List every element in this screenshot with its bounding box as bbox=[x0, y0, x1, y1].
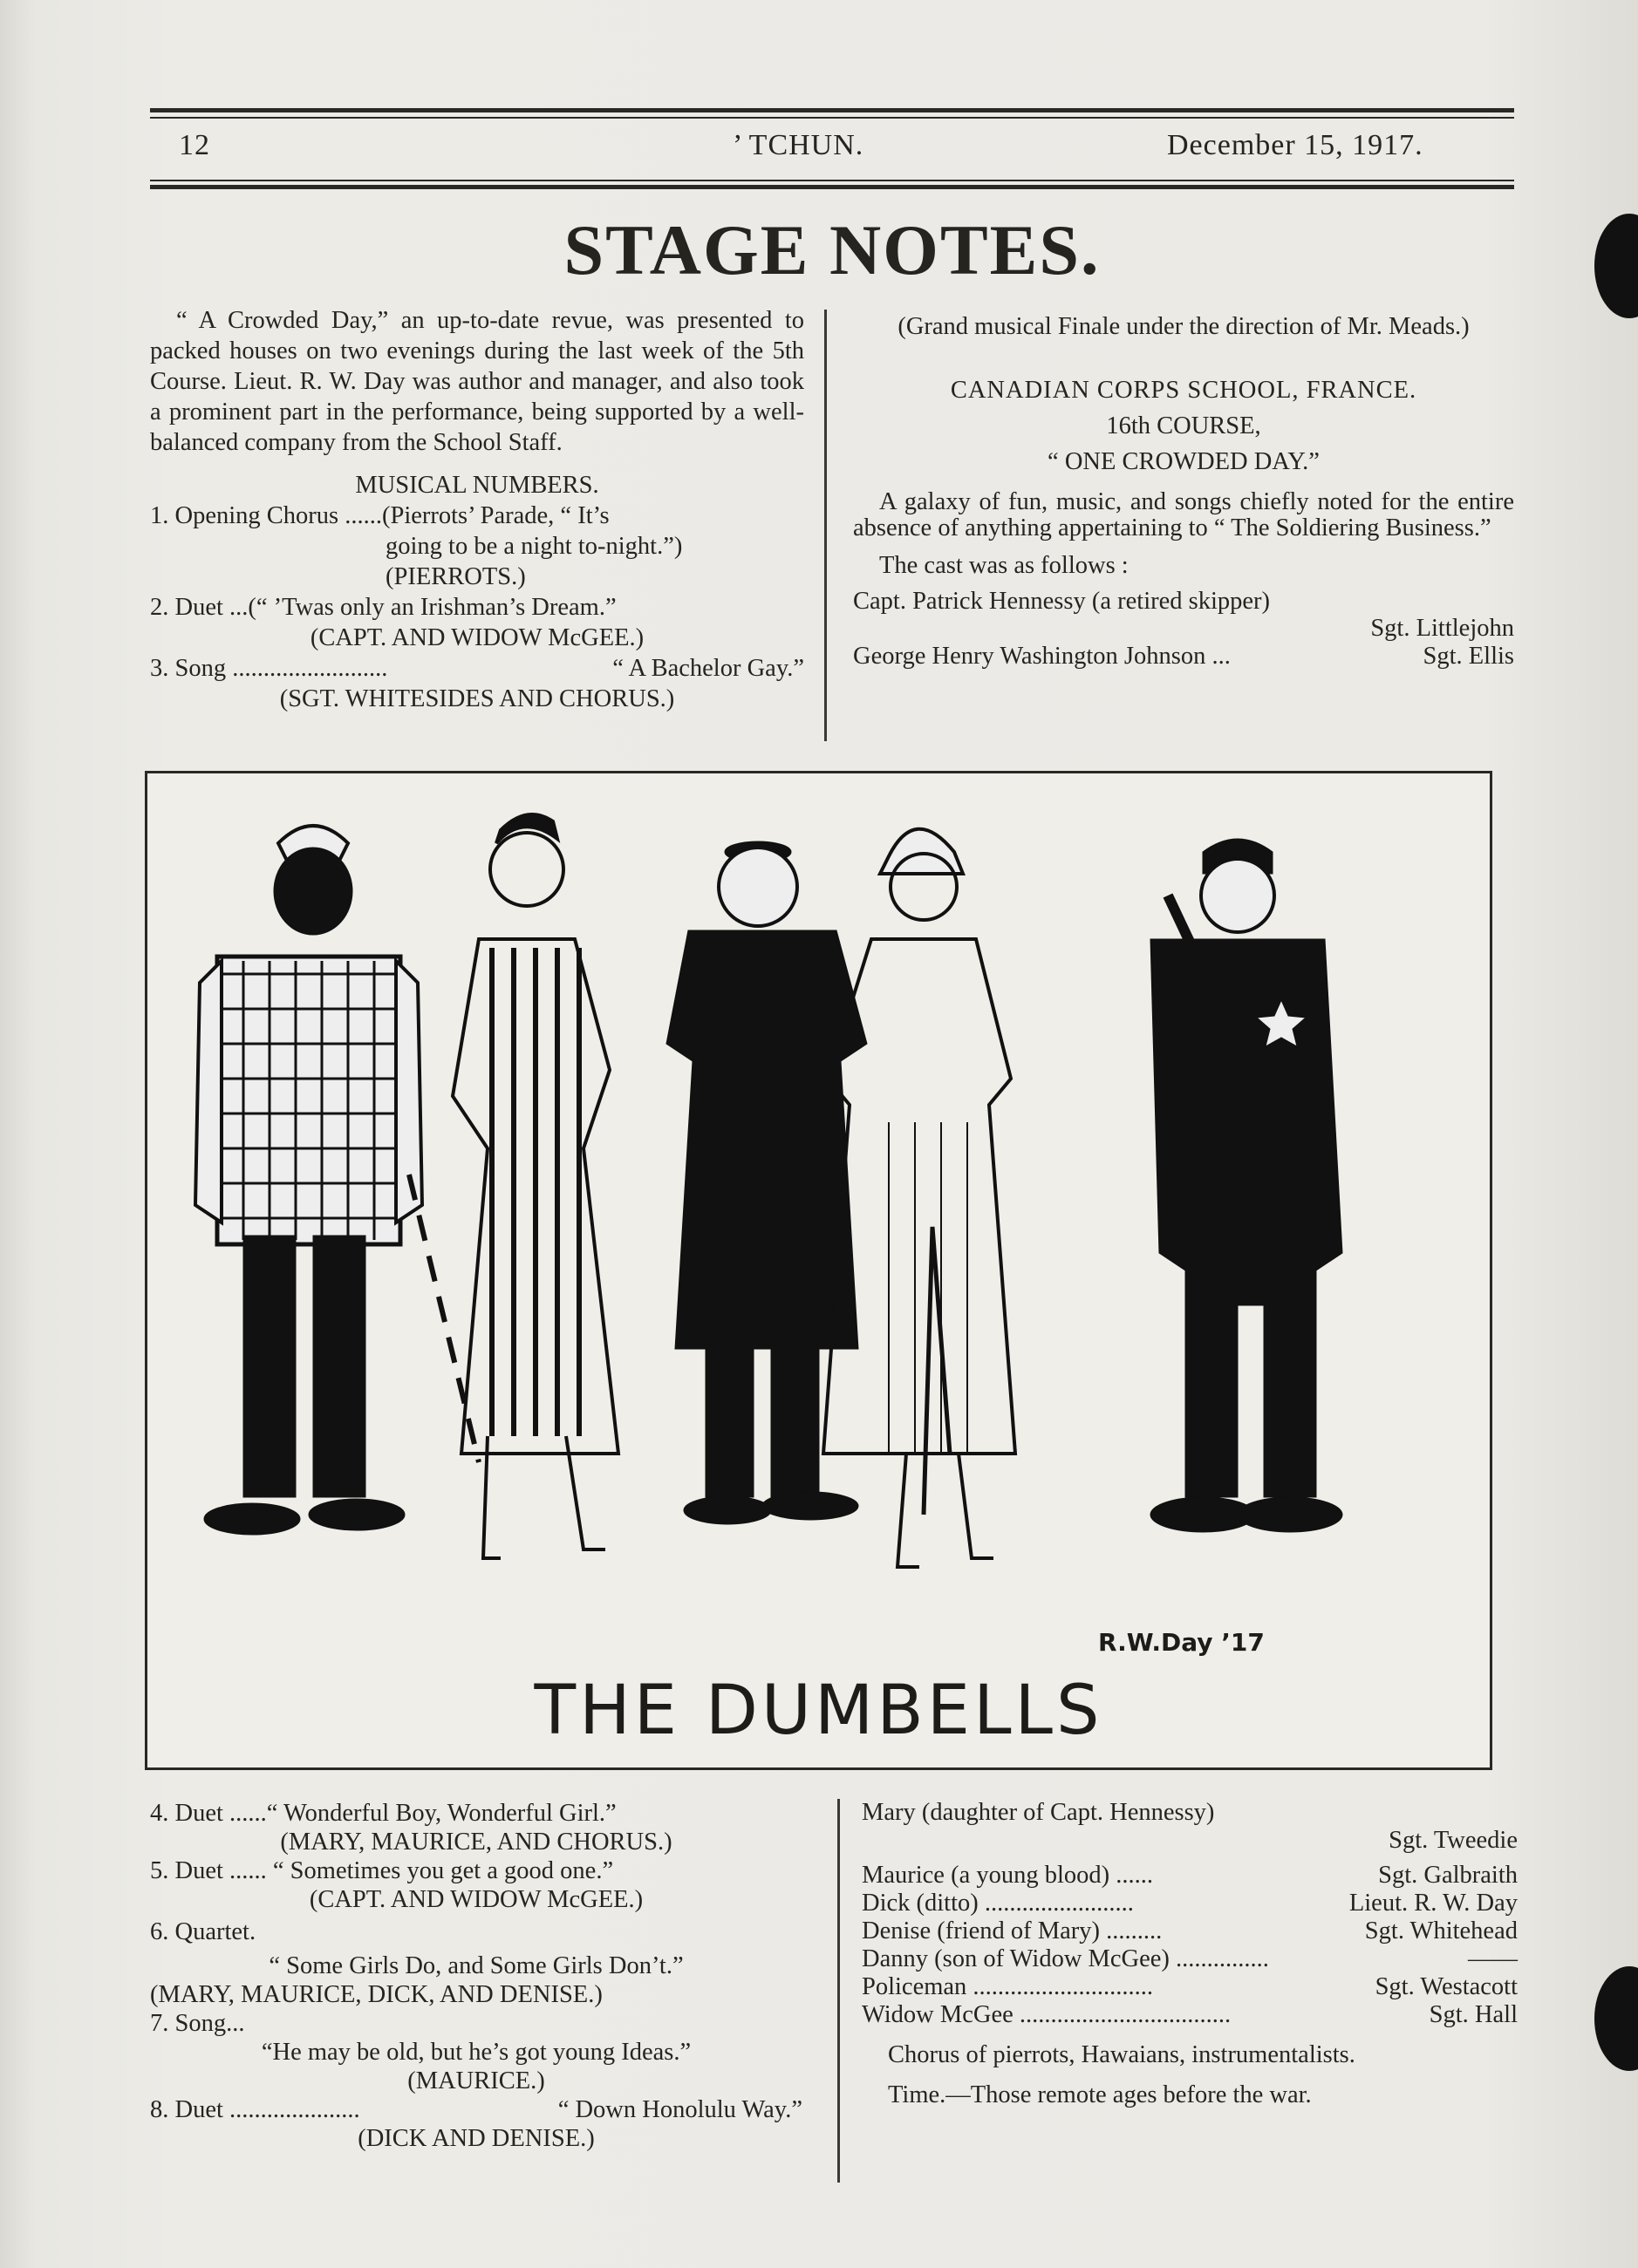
publication-name: ’ TCHUN. bbox=[733, 129, 864, 161]
finale-note: (Grand musical Finale under the direction of Mr. Meads.) bbox=[897, 313, 1470, 340]
illustration-caption: THE DUMBELLS bbox=[534, 1672, 1103, 1750]
right-top-column bbox=[853, 311, 1514, 671]
cast-mary-actor: Sgt. Tweedie bbox=[1389, 1827, 1518, 1854]
cast-intro: The cast was as follows : bbox=[879, 552, 1129, 579]
cast-danny bbox=[862, 1945, 1518, 1973]
cartoon-figures bbox=[147, 773, 1490, 1767]
cast-denise-actor: Sgt. Whitehead bbox=[1364, 1917, 1518, 1944]
figure-checked-suit bbox=[195, 826, 479, 1535]
number-2-line-a: 2. Duet ...(“ ’Twas only an Irishman’s Dream.” bbox=[150, 594, 617, 621]
number-5-line-b: (CAPT. AND WIDOW McGEE.) bbox=[309, 1886, 644, 1913]
number-7-line-c: (MAURICE.) bbox=[407, 2067, 545, 2094]
number-8-title: 8. Duet ..................... bbox=[150, 2096, 360, 2123]
header-rule-top-thin bbox=[150, 117, 1514, 119]
show-title: “ ONE CROWDED DAY.” bbox=[1048, 448, 1320, 475]
header-rule-bottom bbox=[150, 185, 1514, 189]
cast-danny-role: Danny (son of Widow McGee) ............... bbox=[862, 1945, 1269, 1972]
figure-striped-dress bbox=[453, 814, 618, 1558]
cast-policeman bbox=[862, 1973, 1518, 2001]
artist-signature: R.W.Day ’17 bbox=[1098, 1628, 1265, 1657]
cast-danny-actor: —— bbox=[1468, 1945, 1518, 1972]
cast-johnson bbox=[853, 641, 1514, 671]
dumbells-illustration bbox=[145, 771, 1492, 1770]
left-bottom-column bbox=[150, 1799, 802, 2153]
number-1-line-c: (PIERROTS.) bbox=[386, 563, 526, 590]
time-note: Time.—Those remote ages before the war. bbox=[888, 2081, 1312, 2108]
intro-paragraph: “ A Crowded Day,” an up-to-date revue, was presented to packed houses on two evenings during the last week of the 5th Course. Lieut. R. W. Day was author and manager, and also took a prominent part in the performance, being supported by a well-balanced company from the School Staff. bbox=[150, 307, 804, 456]
cast-hennessy-role: Capt. Patrick Hennessy (a retired skipper) bbox=[853, 588, 1271, 615]
chorus-note: Chorus of pierrots, Hawaians, instrumentalists. bbox=[888, 2041, 1355, 2068]
cast-widow-role: Widow McGee .................................. bbox=[862, 2001, 1232, 2028]
figure-policeman bbox=[1150, 839, 1342, 1532]
cast-maurice-role: Maurice (a young blood) ...... bbox=[862, 1862, 1153, 1889]
number-2-line-b: (CAPT. AND WIDOW McGEE.) bbox=[310, 624, 645, 651]
musical-numbers-heading: MUSICAL NUMBERS. bbox=[355, 472, 599, 499]
number-1-line-a: 1. Opening Chorus ......(Pierrots’ Parade, “ It’s bbox=[150, 502, 610, 529]
column-divider-bottom bbox=[837, 1799, 840, 2183]
binder-hole-bottom bbox=[1594, 1966, 1638, 2071]
left-top-column bbox=[150, 305, 804, 714]
cast-johnson-actor: Sgt. Ellis bbox=[1423, 643, 1514, 670]
number-8-line-b: (DICK AND DENISE.) bbox=[358, 2125, 595, 2152]
number-5-line-a: 5. Duet ...... “ Sometimes you get a good one.” bbox=[150, 1857, 614, 1884]
figure-umbrella-woman bbox=[823, 829, 1015, 1567]
number-6-line-b: “ Some Girls Do, and Some Girls Don’t.” bbox=[269, 1952, 684, 1979]
figure-dark-coat bbox=[666, 841, 867, 1524]
right-bottom-column bbox=[862, 1799, 1518, 2109]
school-heading: CANADIAN CORPS SCHOOL, FRANCE. bbox=[950, 377, 1417, 404]
number-7-line-a: 7. Song... bbox=[150, 2010, 245, 2037]
column-divider-top bbox=[824, 310, 827, 741]
number-6-line-a: 6. Quartet. bbox=[150, 1918, 256, 1945]
cast-widow-actor: Sgt. Hall bbox=[1429, 2001, 1518, 2028]
number-3-song: “ A Bachelor Gay.” bbox=[612, 655, 804, 682]
number-8-line-a bbox=[150, 2095, 802, 2124]
cast-hennessy-actor: Sgt. Littlejohn bbox=[1370, 615, 1514, 642]
binder-hole-top bbox=[1594, 214, 1638, 318]
header-rule-top bbox=[150, 108, 1514, 112]
number-4-line-a: 4. Duet ......“ Wonderful Boy, Wonderful Girl.” bbox=[150, 1800, 617, 1827]
number-3-line-b: (SGT. WHITESIDES AND CHORUS.) bbox=[279, 685, 675, 712]
cast-dick bbox=[862, 1890, 1518, 1917]
cast-policeman-actor: Sgt. Westacott bbox=[1375, 1973, 1518, 2000]
number-1-line-b: going to be a night to-night.”) bbox=[386, 533, 683, 560]
page-number: 12 bbox=[179, 129, 210, 161]
course-heading: 16th COURSE, bbox=[1106, 412, 1261, 439]
number-3-line-a bbox=[150, 653, 804, 684]
cast-maurice bbox=[862, 1862, 1518, 1890]
header-rule-bottom-thin bbox=[150, 180, 1514, 181]
number-8-song: “ Down Honolulu Way.” bbox=[557, 2096, 802, 2123]
cast-dick-actor: Lieut. R. W. Day bbox=[1348, 1890, 1518, 1917]
number-6-line-c: (MARY, MAURICE, DICK, AND DENISE.) bbox=[150, 1981, 603, 2008]
cast-dick-role: Dick (ditto) ........................ bbox=[862, 1890, 1134, 1917]
issue-date: December 15, 1917. bbox=[1167, 129, 1423, 161]
number-4-line-b: (MARY, MAURICE, AND CHORUS.) bbox=[280, 1829, 672, 1856]
cast-denise-role: Denise (friend of Mary) ......... bbox=[862, 1917, 1163, 1944]
cast-mary-role: Mary (daughter of Capt. Hennessy) bbox=[862, 1799, 1215, 1826]
cast-policeman-role: Policeman ............................. bbox=[862, 1973, 1154, 2000]
number-3-title: 3. Song ......................... bbox=[150, 655, 388, 682]
cast-johnson-role: George Henry Washington Johnson ... bbox=[853, 643, 1231, 670]
cast-maurice-actor: Sgt. Galbraith bbox=[1378, 1862, 1518, 1889]
show-blurb: A galaxy of fun, music, and songs chiefly noted for the entire absence of anything appertaining to “ The Soldiering Business.” bbox=[853, 488, 1514, 541]
page-title: STAGE NOTES. bbox=[563, 210, 1101, 289]
number-7-line-b: “He may be old, but he’s got young Ideas.” bbox=[261, 2039, 692, 2066]
cast-widow bbox=[862, 2001, 1518, 2029]
cast-denise bbox=[862, 1917, 1518, 1945]
